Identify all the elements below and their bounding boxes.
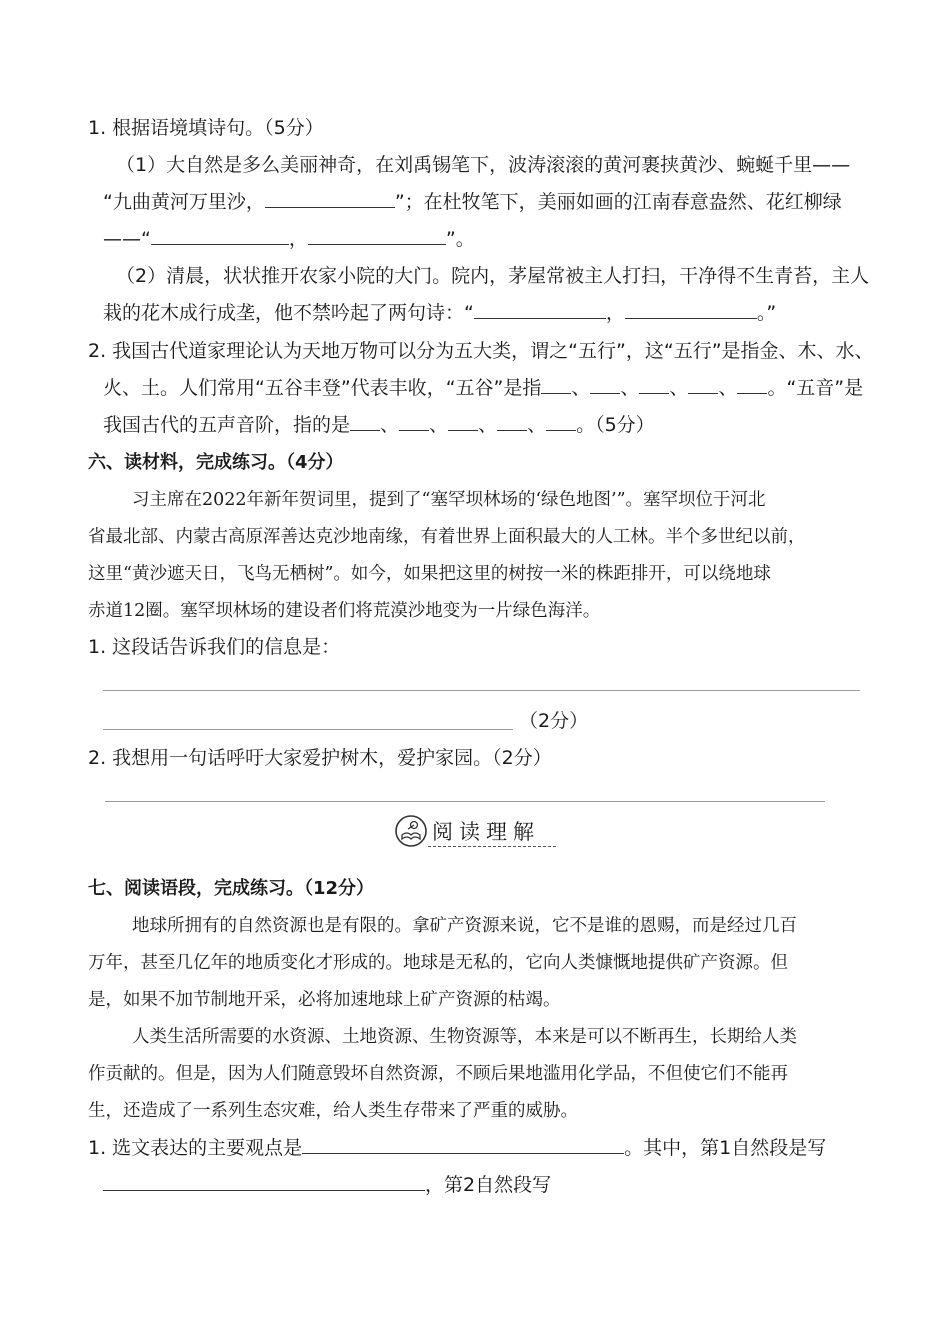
reading-book-icon xyxy=(394,814,428,852)
text: ”；在杜牧笔下，美丽如画的江南春意盎然、花红柳绿 xyxy=(394,191,842,213)
section-6-heading: 六、读材料，完成练习。（4分） xyxy=(88,452,344,473)
text: 、 xyxy=(380,414,400,436)
section-7-heading: 七、阅读语段，完成练习。（12分） xyxy=(88,878,375,899)
s7-para-line: 生，还造成了一系列生态灾难，给人类生存带来了严重的威胁。 xyxy=(88,1101,578,1121)
q6-2: 2. 我想用一句话呼吁大家爱护树木，爱护家园。（2分） xyxy=(88,747,552,769)
text: 1. 选文表达的主要观点是 xyxy=(88,1137,303,1159)
q5-2-line2 xyxy=(103,375,863,401)
text: 。其中，第1自然段是写 xyxy=(624,1137,827,1159)
answer-blank[interactable] xyxy=(497,412,527,431)
q5-1-part2-line2 xyxy=(103,300,776,326)
answer-blank[interactable] xyxy=(265,189,395,208)
answer-blank[interactable] xyxy=(688,375,718,394)
s6-para-line: 习主席在2022年新年贺词里，提到了“塞罕坝林场的‘绿色地图’”。塞罕坝位于河北 xyxy=(132,490,766,510)
text: 。（5分） xyxy=(576,414,655,436)
text: 栽的花木成行成垄，他不禁吟起了两句诗：“ xyxy=(103,302,474,324)
text: ，第2自然段写 xyxy=(425,1174,552,1196)
answer-line[interactable] xyxy=(103,690,860,691)
answer-blank[interactable] xyxy=(546,412,576,431)
text: 。” xyxy=(756,302,777,324)
answer-blank[interactable] xyxy=(737,375,767,394)
answer-blank[interactable] xyxy=(541,375,571,394)
s6-para-line: 省最北部、内蒙古高原浑善达克沙地南缘，有着世界上面积最大的人工林。半个多世纪以前， xyxy=(88,527,806,547)
text: 、 xyxy=(429,414,449,436)
reading-comprehension-banner xyxy=(392,812,562,852)
q5-1-part1-line3 xyxy=(103,226,475,252)
s7-para-line: 地球所拥有的自然资源也是有限的。拿矿产资源来说，它不是谁的恩赐，而是经过几百 xyxy=(132,916,797,936)
s7-para-line: 作贡献的。但是，因为人们随意毁坏自然资源，不顾后果地滥用化学品，不但使它们不能再 xyxy=(88,1064,788,1084)
answer-blank[interactable] xyxy=(639,375,669,394)
text: ”。 xyxy=(445,228,475,250)
q5-2-line3 xyxy=(103,412,655,438)
banner-underline xyxy=(428,846,556,847)
answer-blank[interactable] xyxy=(103,1172,425,1191)
s7-para-line: 万年，甚至几亿年的地质变化才形成的。地球是无私的，它向人类慷慨地提供矿产资源。但 xyxy=(88,953,788,973)
answer-line[interactable] xyxy=(103,729,513,730)
banner-title: 阅读理解 xyxy=(432,820,540,844)
text: ， xyxy=(605,302,625,324)
s7-para-line: 是，如果不加节制地开采，必将加速地球上矿产资源的枯竭。 xyxy=(88,990,561,1010)
answer-blank[interactable] xyxy=(625,300,757,319)
s6-para-line: 赤道12圈。塞罕坝林场的建设者们将荒漠沙地变为一片绿色海洋。 xyxy=(88,601,601,621)
text: “九曲黄河万里沙， xyxy=(103,191,265,213)
answer-blank[interactable] xyxy=(151,226,289,245)
text: 、 xyxy=(478,414,498,436)
text: 、 xyxy=(527,414,547,436)
q7-1-line2 xyxy=(103,1172,551,1198)
q7-1-line1 xyxy=(88,1135,826,1161)
q5-1-part2-line1: （2）清晨，状状推开农家小院的大门。院内，茅屋常被主人打扫，干净得不生青苔，主人 xyxy=(116,265,870,287)
text: 。“五音”是 xyxy=(767,377,864,399)
answer-blank[interactable] xyxy=(302,1135,624,1154)
answer-line[interactable] xyxy=(105,801,825,802)
s7-para-line: 人类生活所需要的水资源、土地资源、生物资源等，本来是可以不断再生，长期给人类 xyxy=(132,1027,797,1047)
q5-1-title: 1. 根据语境填诗句。（5分） xyxy=(88,117,324,139)
text: 火、土。人们常用“五谷丰登”代表丰收，“五谷”是指 xyxy=(103,377,542,399)
answer-blank[interactable] xyxy=(590,375,620,394)
text: 、 xyxy=(669,377,689,399)
answer-blank[interactable] xyxy=(399,412,429,431)
answer-blank[interactable] xyxy=(448,412,478,431)
s6-para-line: 这里“黄沙遮天日，飞鸟无栖树”。如今，如果把这里的树按一米的株距排开，可以绕地球 xyxy=(88,564,771,584)
q5-2-line1: 2. 我国古代道家理论认为天地万物可以分为五大类，谓之“五行”，这“五行”是指金、木、水、 xyxy=(88,340,874,362)
q5-1-part1-line1: （1）大自然是多么美丽神奇，在刘禹锡笔下，波涛滚滚的黄河裹挟黄沙、蜿蜒千里—— xyxy=(116,154,851,176)
text: ， xyxy=(288,228,308,250)
text: 、 xyxy=(571,377,591,399)
q6-1: 1. 这段话告诉我们的信息是： xyxy=(88,636,341,658)
answer-blank[interactable] xyxy=(350,412,380,431)
answer-blank[interactable] xyxy=(308,226,446,245)
q6-1-score: （2分） xyxy=(519,710,589,732)
answer-blank[interactable] xyxy=(474,300,606,319)
text: 我国古代的五声音阶，指的是 xyxy=(103,414,351,436)
text: 、 xyxy=(620,377,640,399)
text: ——“ xyxy=(103,228,151,250)
q5-1-part1-line2 xyxy=(103,189,842,215)
text: 、 xyxy=(718,377,738,399)
